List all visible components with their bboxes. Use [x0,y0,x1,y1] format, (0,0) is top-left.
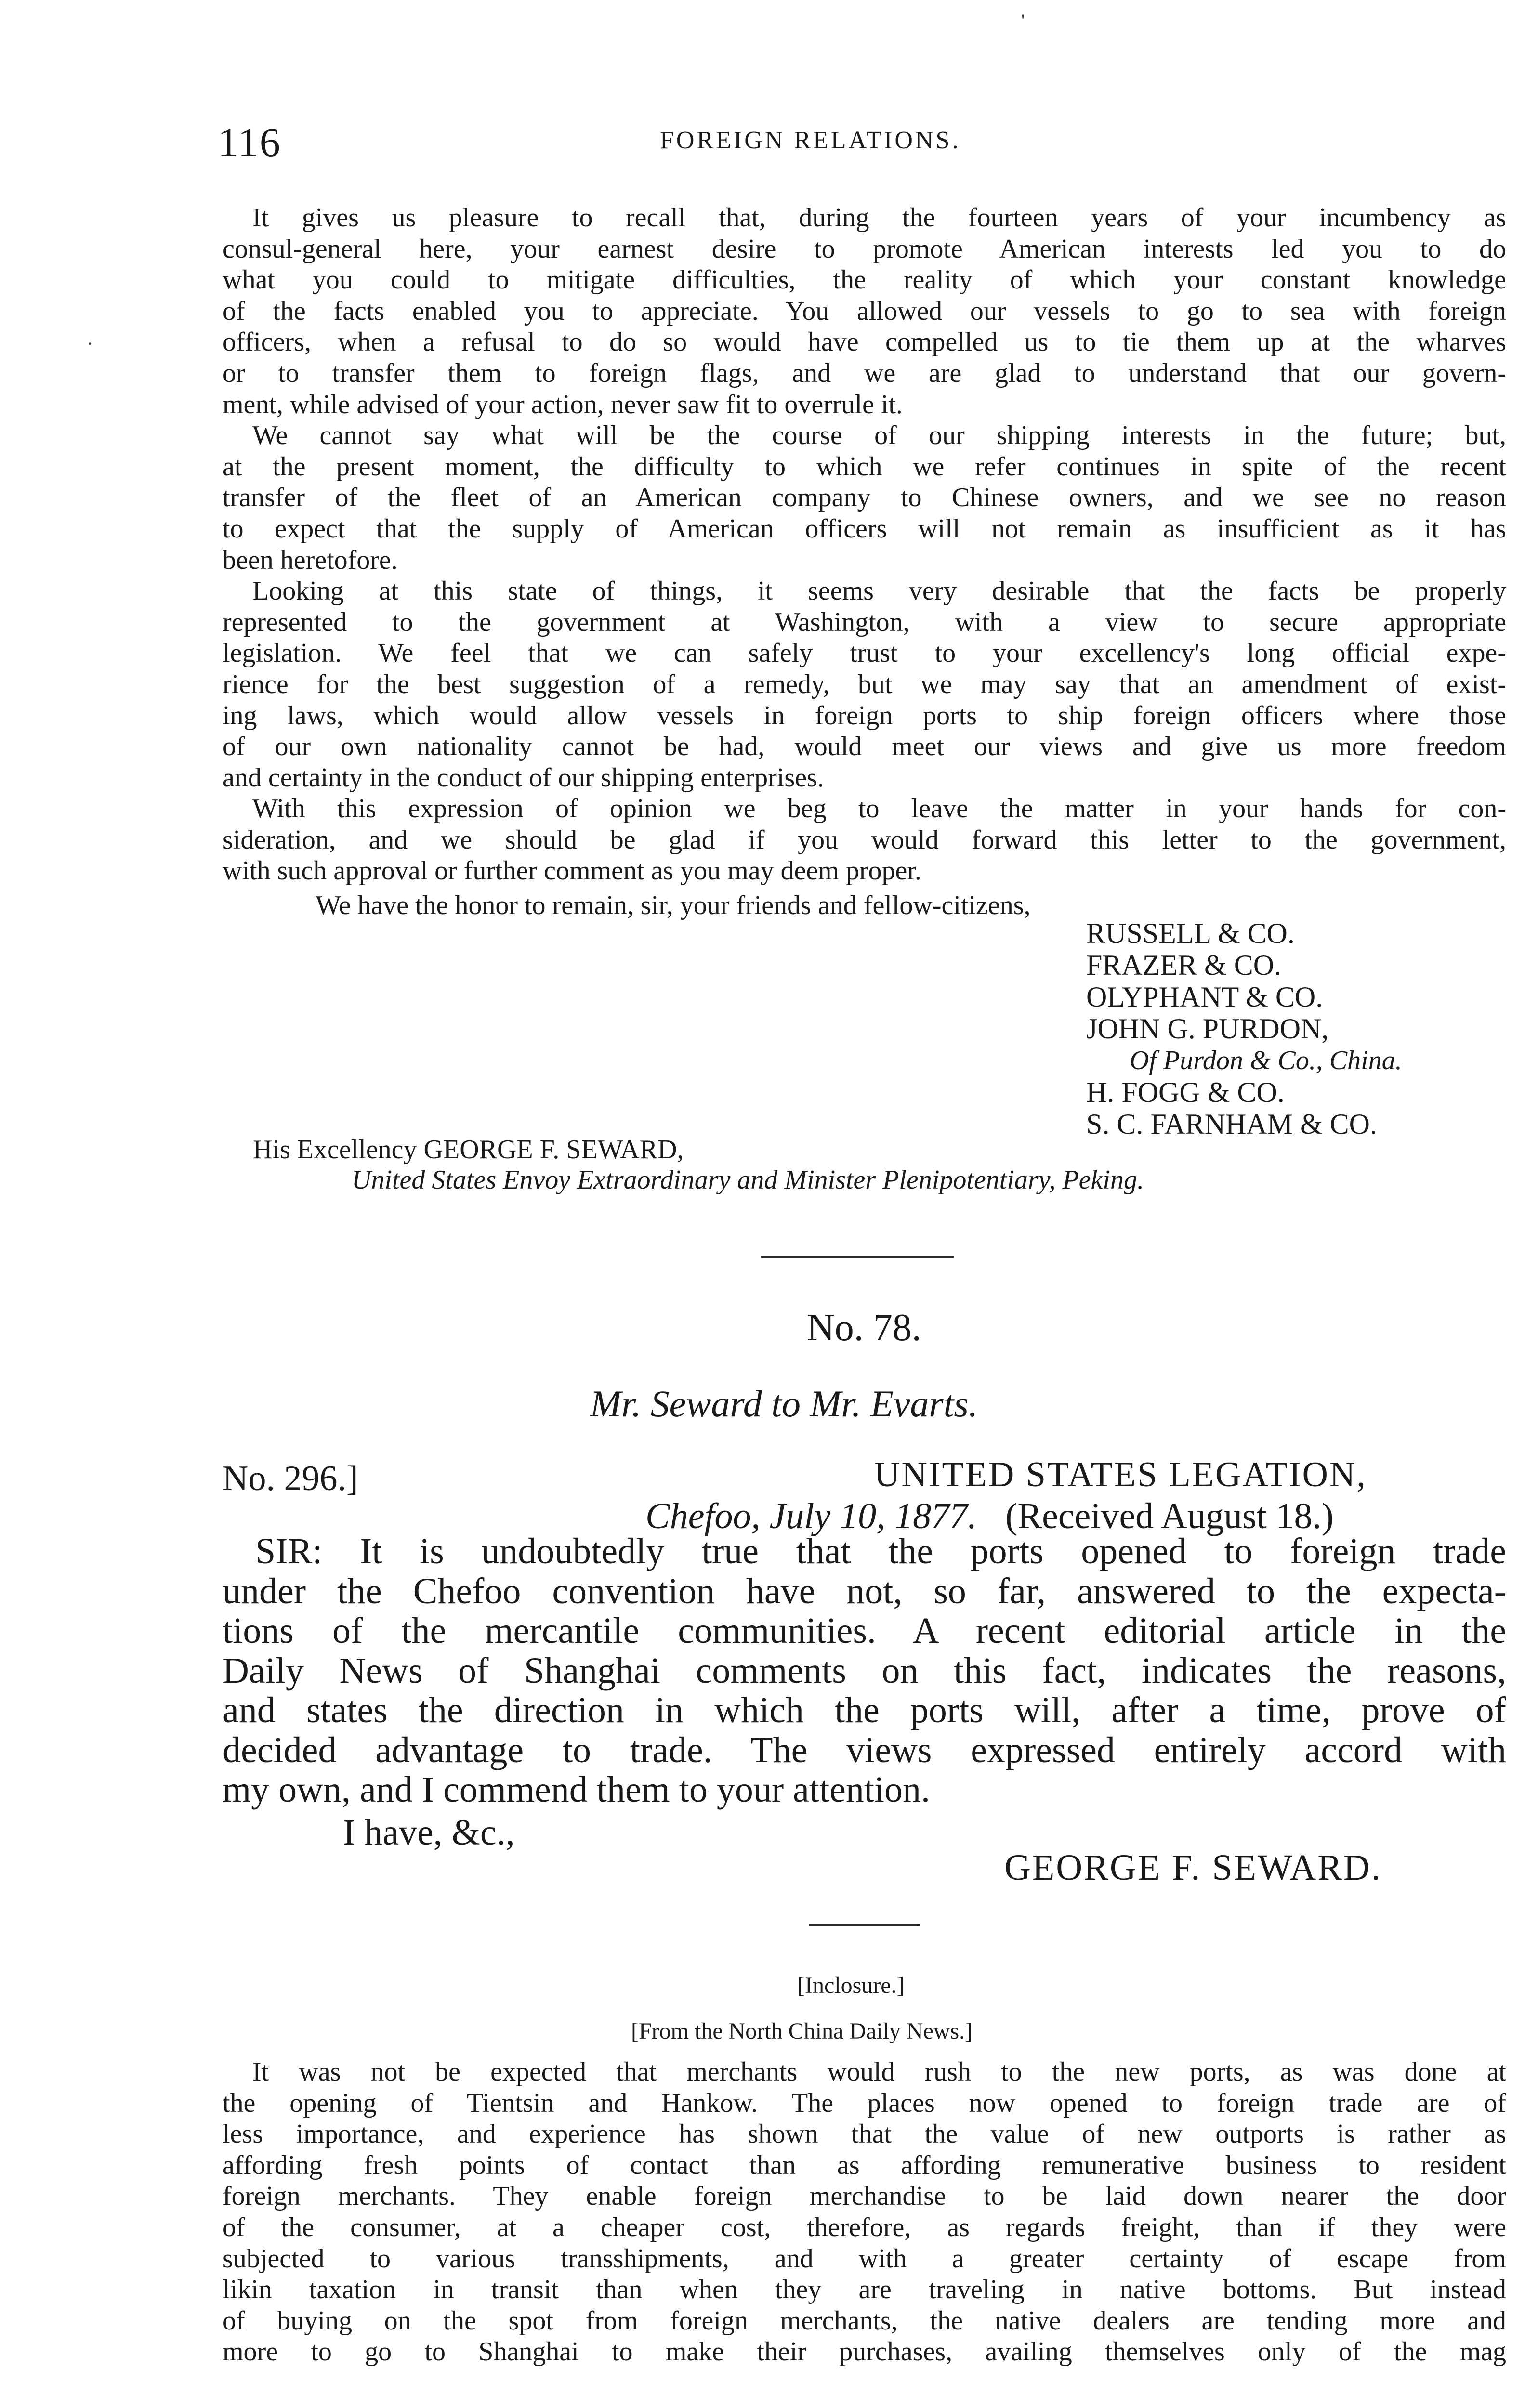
text-line: Daily News of Shanghai comments on this fact, indicates the reasons, [223,1650,1506,1691]
text-line: decided advantage to trade. The views expressed entirely accord with [223,1729,1506,1770]
text-line: my own, and I commend them to your attention. [223,1769,931,1810]
text-line: We cannot say what will be the course of our shipping interests in the future; but, [252,420,1506,451]
text-line: or to transfer them to foreign flags, and we are glad to understand that our govern- [223,358,1506,388]
text-line: of buying on the spot from foreign merchants, the native dealers are tending more and [223,2305,1506,2336]
text-line: with such approval or further comment as you may deem proper. [223,856,921,886]
salutation: I have, &c., [343,1812,515,1853]
text-line: SIR: It is undoubtedly true that the ports opened to foreign trade [255,1531,1506,1571]
document-number: No. 78. [807,1307,921,1349]
inclosure-source: [From the North China Daily News.] [631,2018,973,2044]
text-line: rience for the best suggestion of a remedy, but we may say that an amendment of exist- [223,669,1506,699]
signatory: S. C. FARNHAM & CO. [1086,1108,1378,1140]
text-line: of the facts enabled you to appreciate. You allowed our vessels to go to sea with foreign [223,296,1506,326]
scan-speck: · [87,333,93,354]
text-line: of the consumer, at a cheaper cost, therefore, as regards freight, than if they were [223,2212,1506,2242]
text-line: consul-general here, your earnest desire to promote American interests led you to do [223,234,1506,264]
text-line: what you could to mitigate difficulties, the reality of which your constant knowledge [223,265,1506,295]
scan-speck: ' [1021,10,1025,32]
letter-body [223,202,1506,887]
text-line: and certainty in the conduct of our shipping enterprises. [223,762,824,793]
text-line: more to go to Shanghai to make their purchases, availing themselves only of the mag [223,2337,1506,2367]
text-line: It was not be expected that merchants would rush to the new ports, as was done at [252,2057,1506,2087]
dispatch-number: No. 296.] [223,1459,358,1498]
addressee-title: United States Envoy Extraordinary and Minister Plenipotentiary, Peking. [352,1165,1144,1195]
text-line: transfer of the fleet of an American company to Chinese owners, and we see no reason [223,483,1506,513]
text-line: sideration, and we should be glad if you would forward this letter to the government, [223,824,1506,855]
text-line: to expect that the supply of American officers will not remain as insufficient as it has [223,513,1506,544]
place-date: Chefoo, July 10, 1877. [645,1496,977,1536]
signatory-affiliation: Of Purdon & Co., China. [1130,1046,1402,1075]
text-line: ment, while advised of your action, never saw fit to overrule it. [223,389,903,419]
text-line: likin taxation in transit than when they are traveling in native bottoms. But instead [223,2275,1506,2305]
signatory: RUSSELL & CO. [1086,917,1295,949]
dispatch-body [223,1531,1506,1810]
signatory: FRAZER & CO. [1086,949,1282,981]
text-line: tions of the mercantile communities. A recent editorial article in the [223,1610,1506,1651]
page-number: 116 [218,119,281,165]
text-line: officers, when a refusal to do so would have compelled us to tie them up at the wharves [223,327,1506,357]
text-line: of our own nationality cannot be had, would meet our views and give us more freedom [223,732,1506,762]
document-title: Mr. Seward to Mr. Evarts. [590,1383,978,1425]
text-line: at the present moment, the difficulty to which we refer continues in spite of the recent [223,451,1506,482]
text-line: the opening of Tientsin and Hankow. The places now opened to foreign trade are of [223,2088,1506,2118]
text-line: been heretofore. [223,545,398,575]
legation-origin: UNITED STATES LEGATION, [874,1455,1367,1494]
signatory: H. FOGG & CO. [1086,1076,1285,1108]
text-line: under the Chefoo convention have not, so far, answered to the expecta- [223,1570,1506,1611]
text-line: legislation. We feel that we can safely trust to your excellency's long official expe- [223,638,1506,668]
section-divider [809,1924,920,1926]
section-divider [761,1256,954,1258]
text-line: represented to the government at Washington, with a view to secure appropriate [223,607,1506,637]
text-line: subjected to various transshipments, and with a greater certainty of escape from [223,2243,1506,2274]
inclosure-label: [Inclosure.] [797,1973,905,1998]
running-title: FOREIGN RELATIONS. [660,127,961,154]
text-line: affording fresh points of contact than as affording remunerative business to resident [223,2150,1506,2180]
dispatch-signature: GEORGE F. SEWARD. [1004,1847,1382,1888]
signatory: JOHN G. PURDON, [1086,1013,1329,1045]
letter-closing: We have the honor to remain, sir, your friends and fellow-citizens, [316,890,1031,920]
signatory: OLYPHANT & CO. [1086,981,1323,1013]
signatory-list [1086,917,1402,1140]
text-line: With this expression of opinion we beg to leave the matter in your hands for con- [252,794,1506,824]
inclosure-body [223,2056,1506,2368]
text-line: foreign merchants. They enable foreign merchandise to be laid down nearer the door [223,2181,1506,2212]
text-line: Looking at this state of things, it seems very desirable that the facts be properly [252,576,1506,606]
text-line: ing laws, which would allow vessels in foreign ports to ship foreign officers where those [223,700,1506,731]
addressee-name: His Excellency GEORGE F. SEWARD, [253,1135,684,1165]
text-line: less importance, and experience has shown that the value of new outports is rather as [223,2119,1506,2149]
received-date: (Received August 18.) [1005,1496,1334,1536]
text-line: It gives us pleasure to recall that, during the fourteen years of your incumbency as [252,203,1506,233]
text-line: and states the direction in which the ports will, after a time, prove of [223,1690,1506,1730]
